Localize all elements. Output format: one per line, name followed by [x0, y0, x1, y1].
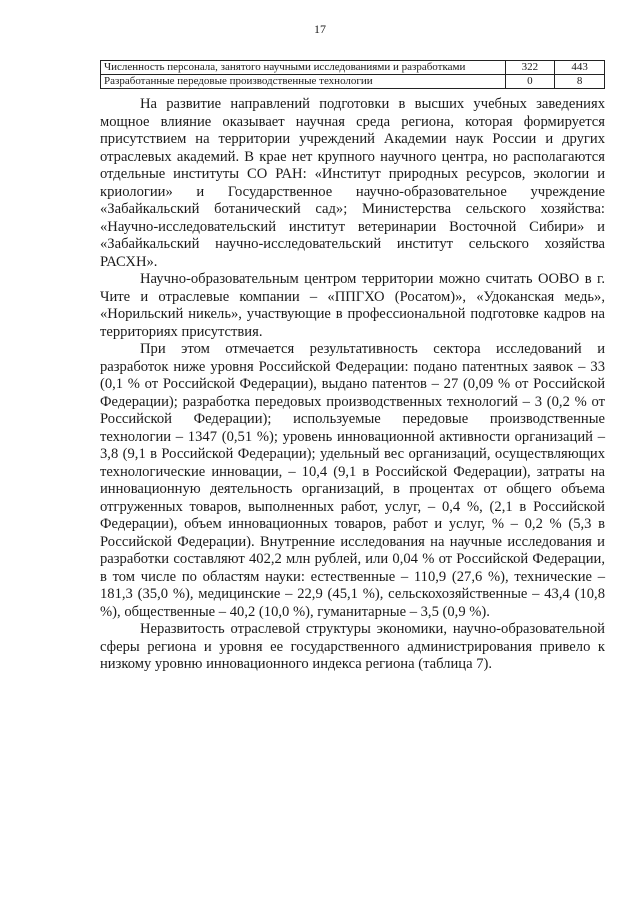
paragraph-research-results: При этом отмечается результативность сектора исследований и разработок ниже уровня Российской Федерации: подано патентных заявок – 33 (0,1 % от Российской Федерации), выдано патентов – 27 (0,09 % от Российской Федерации); разработка передовых производственных технологий – 3 (0,2 % от Российской Федерации); используемые передовые производственные технологии – 1347 (0,51 %); уровень инновационной активности организаций – 3,8 (9,1 в Российской Федерации); удельный вес организаций, осуществляющих технологические инновации, – 10,4 (9,1 в Российской Федерации), затраты на инновационную деятельность организаций, в процентах от общего объема отгруженных товаров, выполненных работ, услуг, – 0,4 %, (2,1 в Российской Федерации), объем инновационных товаров, работ и услуг, % – 0,2 % (5,3 в Российской Федерации). Внутренние исследования на научные исследования и разработки составляют 402,2 млн рублей, или 0,04 % от Российской Федерации, в том числе по областям науки: естественные – 110,9 (27,6 %), технические – 181,3 (35,0 %), медицинские – 22,9 (45,1 %), сельскохозяйственные – 43,4 (10,8 %), общественные – 40,2 (10,0 %), гуманитарные – 3,5 (0,9 %).	[100, 341, 605, 620]
table-cell-value: 322	[505, 61, 555, 75]
paragraph-education-center: Научно-образовательным центром территории можно считать ООВО в г. Чите и отраслевые компании – «ППГХО (Росатом)», «Удоканская медь», «Норильский никель», участвующие в профессиональной подготовке кадров на территориях присутствия.	[100, 271, 605, 340]
table-row-label: Численность персонала, занятого научными исследованиями и разработками	[101, 61, 506, 75]
paragraph-innovation-index: Неразвитость отраслевой структуры экономики, научно-образовательной сферы региона и уровня ее государственного администрирования привело к низкому уровню инновационного индекса региона (таблица 7).	[100, 621, 605, 672]
paragraph-science-institutions: На развитие направлений подготовки в высших учебных заведениях мощное влияние оказывает научная среда региона, которая формируется присутствием на территории учреждений Академии наук России и других отраслевых академий. В крае нет крупного научного центра, но располагаются отдельные институты СО РАН: «Институт природных ресурсов, экологии и криологии» и Государственное научно-образовательное учреждение «Забайкальский ботанический сад»; Министерства сельского хозяйства: «Научно-исследовательский институт ветеринарии Восточной Сибири» и «Забайкальский научно-исследовательский институт сельского хозяйства РАСХН».	[100, 96, 605, 270]
table-cell-value: 8	[555, 75, 605, 89]
statistics-table	[100, 60, 605, 89]
table-row-label: Разработанные передовые производственные технологии	[101, 75, 506, 89]
table-cell-value: 0	[505, 75, 555, 89]
table-row	[101, 61, 605, 75]
page-number: 17	[314, 22, 326, 36]
document-body	[100, 96, 605, 674]
table-cell-value: 443	[555, 61, 605, 75]
table-row	[101, 75, 605, 89]
